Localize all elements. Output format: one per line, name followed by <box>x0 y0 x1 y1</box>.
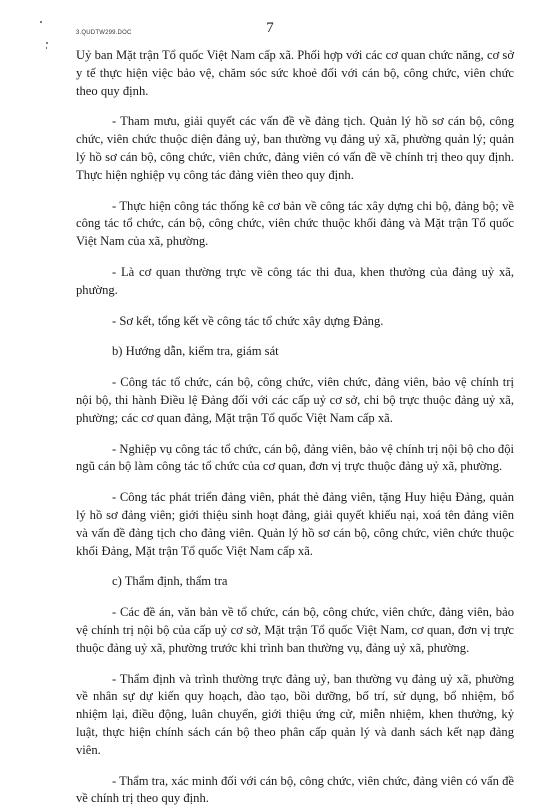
paragraph: - Là cơ quan thường trực về công tác thi đua, khen thưởng của đảng uỷ xã, phường. <box>76 264 514 300</box>
paragraph: - Sơ kết, tổng kết về công tác tổ chức xây dựng Đảng. <box>76 313 514 331</box>
document-body <box>76 47 514 808</box>
paragraph: Uỷ ban Mặt trận Tổ quốc Việt Nam cấp xã. Phối hợp với các cơ quan chức năng, cơ sở y tế thực hiện việc bảo vệ, chăm sóc sức khoẻ đối với cán bộ, công chức, viên chức theo quy định. <box>76 47 514 100</box>
paragraph: - Thẩm định và trình thường trực đảng uỷ, ban thường vụ đảng uỷ xã, phường về nhân sự dự kiến quy hoạch, đào tạo, bồi dưỡng, bố trí, sử dụng, bổ nhiệm, bổ nhiệm lại, điều động, luân chuyển, giới thiệu ứng cử, miễn nhiệm, khen thưởng, kỷ luật, thực hiện chính sách cán bộ theo phân cấp quản lý và danh sách kết nạp đảng viên. <box>76 671 514 760</box>
paragraph: - Thẩm tra, xác minh đối với cán bộ, công chức, viên chức, đảng viên có vấn đề về chính trị theo quy định. <box>76 773 514 808</box>
section-heading: c) Thẩm định, thẩm tra <box>76 573 514 591</box>
file-code: 3.QUDTW299.DOC <box>76 30 131 36</box>
scan-speck <box>46 42 48 44</box>
paragraph: - Thực hiện công tác thống kê cơ bản về công tác xây dựng chi bộ, đảng bộ; về công tác tổ chức, cán bộ, công chức, viên chức thuộc khối đảng và Mặt trận Tổ quốc Việt Nam của xã, phường. <box>76 198 514 251</box>
paragraph: - Công tác phát triển đảng viên, phát thẻ đảng viên, tặng Huy hiệu Đảng, quản lý hồ sơ đảng viên; giới thiệu sinh hoạt đảng, giải quyết khiếu nại, xoá tên đảng viên và vấn đề đảng tịch cho đảng viên. Quản lý hồ sơ cán bộ, công chức, viên chức thuộc khối Đảng, Mặt trận Tổ quốc Việt Nam cấp xã. <box>76 489 514 560</box>
section-heading: b) Hướng dẫn, kiểm tra, giám sát <box>76 343 514 361</box>
paragraph: - Tham mưu, giải quyết các vấn đề về đảng tịch. Quản lý hồ sơ cán bộ, công chức, viên chức thuộc diện đảng uỷ, ban thường vụ đảng uỷ xã, phường quản lý; quản lý hồ sơ cán bộ, công chức, viên chức, đảng viên có vấn đề về chính trị theo quy định. Thực hiện nghiệp vụ công tác đảng viên theo quy định. <box>76 113 514 184</box>
page-number: 7 <box>0 20 540 37</box>
paragraph: - Các đề án, văn bản về tổ chức, cán bộ, công chức, viên chức, đảng viên, bảo vệ chính trị nội bộ của cấp uỷ cơ sở, Mặt trận Tổ quốc Việt Nam, cơ quan, đơn vị trực thuộc đảng uỷ xã, phường trước khi trình ban thường vụ, đảng uỷ xã, phường. <box>76 604 514 657</box>
paragraph: - Công tác tổ chức, cán bộ, công chức, viên chức, đảng viên, bảo vệ chính trị nội bộ, thi hành Điều lệ Đảng đối với các cấp uỷ cơ sở, chi bộ trực thuộc đảng uỷ xã, phường; các cơ quan đảng, Mặt trận Tổ quốc Việt Nam cấp xã. <box>76 374 514 427</box>
scan-speck <box>46 47 47 49</box>
paragraph: - Nghiệp vụ công tác tổ chức, cán bộ, đảng viên, bảo vệ chính trị nội bộ cho đội ngũ cán bộ làm công tác tổ chức của cơ quan, đơn vị trực thuộc đảng uỷ xã, phường. <box>76 441 514 477</box>
